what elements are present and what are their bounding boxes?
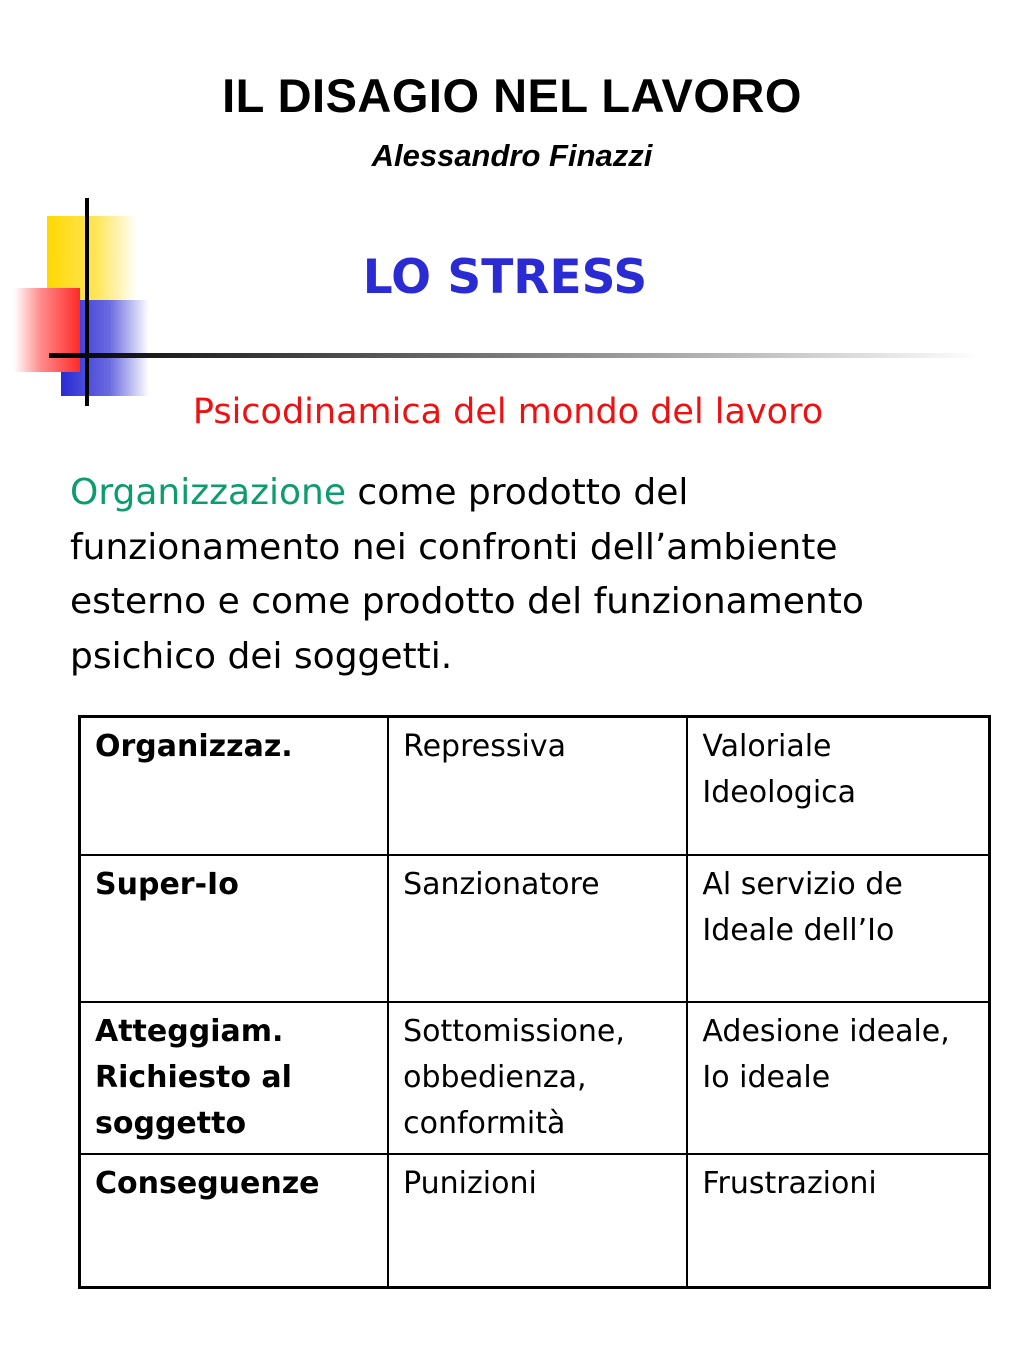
slide-title: LO STRESS: [362, 250, 648, 305]
table-row: [80, 1002, 990, 1154]
table-cell: Repressiva: [388, 717, 687, 855]
document-author: Alessandro Finazzi: [371, 138, 653, 173]
table-cell: Adesione ideale, Io ideale: [687, 1002, 989, 1154]
table-row: [80, 1154, 990, 1288]
table-cell-label: Organizzaz.: [80, 717, 389, 855]
table-row: [80, 717, 990, 855]
table-cell-label: Super-Io: [80, 855, 389, 1002]
table-cell: Al servizio de Ideale dell’Io: [687, 855, 989, 1002]
slide-corner-squares-icon: [0, 0, 1024, 420]
document-title: IL DISAGIO NEL LAVORO: [222, 69, 802, 122]
table-cell-label: Conseguenze: [80, 1154, 389, 1288]
table-cell: Punizioni: [388, 1154, 687, 1288]
slide-subtitle: Psicodinamica del mondo del lavoro: [192, 392, 824, 432]
body-lead-term: Organizzazione: [70, 472, 346, 513]
table-cell: Valoriale Ideologica: [687, 717, 989, 855]
deco-horizontal-line: [49, 353, 979, 358]
organization-table: [78, 715, 991, 1289]
table-cell: Sottomissione, obbedienza, conformità: [388, 1002, 687, 1154]
table-row: [80, 855, 990, 1002]
table-cell: Frustrazioni: [687, 1154, 989, 1288]
table-cell: Sanzionatore: [388, 855, 687, 1002]
body-paragraph: [70, 466, 990, 684]
table-cell-label: Atteggiam. Richiesto al soggetto: [80, 1002, 389, 1154]
body-text-rest: come prodotto del funzionamento nei confronti dell’ambiente esterno e come prodotto del funzionamento psichico dei soggetti.: [70, 472, 864, 677]
